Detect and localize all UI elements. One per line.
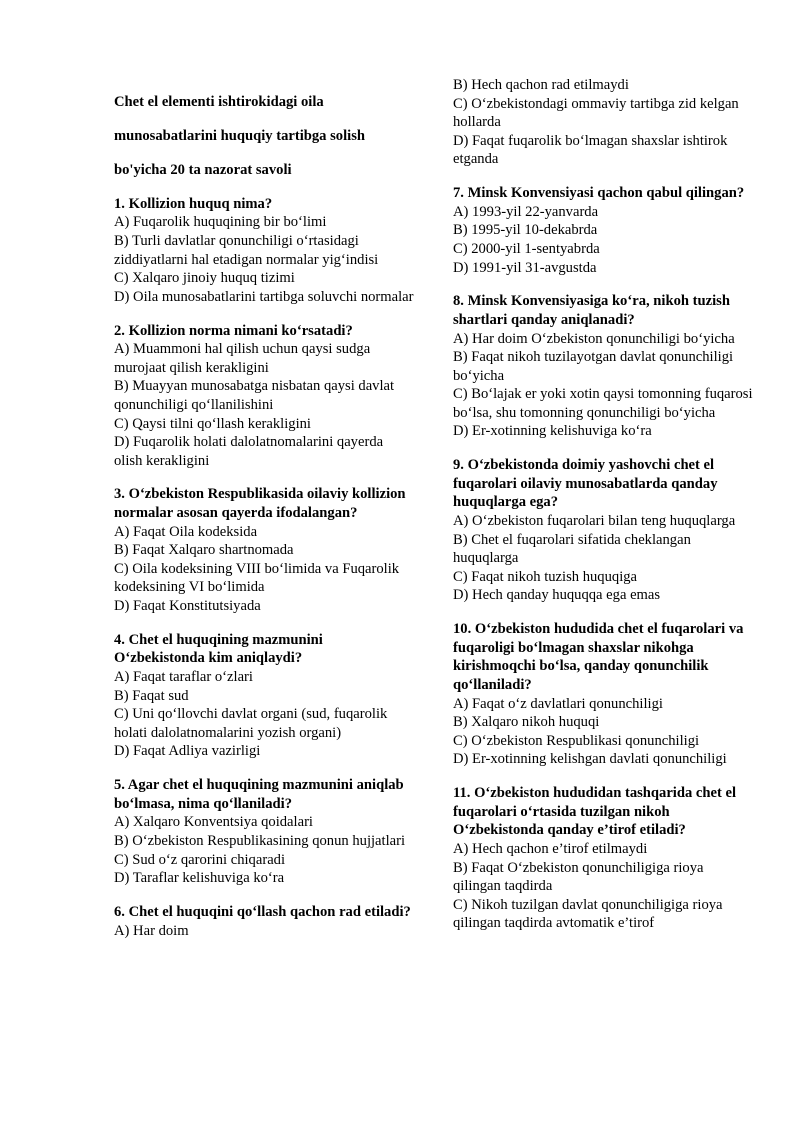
option-d: D) Oila munosabatlarini tartibga soluvchi normalar bbox=[114, 288, 414, 305]
option-c: C) Nikoh tuzilgan davlat qonunchiligiga rioya qilingan taqdirda avtomatik e’tirof bbox=[453, 896, 723, 932]
option-a: A) Xalqaro Konventsiya qoidalari bbox=[114, 814, 313, 831]
question-9 bbox=[453, 456, 753, 605]
question-11 bbox=[453, 784, 753, 933]
question-text: 1. Kollizion huquq nima? bbox=[114, 195, 273, 212]
left-column bbox=[114, 93, 414, 955]
option-b: B) Xalqaro nikoh huquqi bbox=[453, 714, 600, 731]
option-d: D) Taraflar kelishuviga ko‘ra bbox=[114, 870, 285, 887]
option-b: B) Chet el fuqarolari sifatida cheklangan huquqlarga bbox=[453, 531, 691, 567]
question-text: 7. Minsk Konvensiyasi qachon qabul qilingan? bbox=[453, 185, 745, 202]
option-a: A) Faqat Oila kodeksida bbox=[114, 523, 258, 540]
option-a: A) Muammoni hal qilish uchun qaysi sudga murojaat qilish kerakligini bbox=[114, 341, 371, 376]
question-text: 4. Chet el huquqining mazmunini O‘zbekistonda kim aniqlaydi? bbox=[114, 631, 323, 667]
option-b: B) Hech qachon rad etilmaydi bbox=[453, 77, 629, 93]
option-c: C) 2000-yil 1-sentyabrda bbox=[453, 240, 600, 257]
option-d: D) Faqat fuqarolik bo‘lmagan shaxslar ishtirok etganda bbox=[453, 132, 728, 168]
question-7 bbox=[453, 184, 753, 277]
question-text: 5. Agar chet el huquqining mazmunini aniqlab bo‘lmasa, nima qo‘llaniladi? bbox=[114, 777, 404, 812]
option-b: B) Turli davlatlar qonunchiligi o‘rtasidagi ziddiyatlarni hal etadigan normalar yig‘indisi bbox=[114, 232, 379, 268]
option-d: D) Faqat Konstitutsiyada bbox=[114, 598, 261, 615]
right-column bbox=[453, 76, 753, 948]
question-2 bbox=[114, 322, 414, 471]
option-d: D) Fuqarolik holati dalolatnomalarini qayerda olish kerakligini bbox=[114, 434, 384, 469]
question-text: 10. O‘zbekiston hududida chet el fuqarolari va fuqaroligi bo‘lmagan shaxslar nikohga kirishmoqchi bo‘lsa, qanday qonunchilik qo‘llaniladi? bbox=[453, 621, 744, 693]
option-c: C) O‘zbekiston Respublikasi qonunchiligi bbox=[453, 732, 700, 749]
option-d: D) Er-xotinning kelishuviga ko‘ra bbox=[453, 423, 652, 440]
option-a: A) Faqat o‘z davlatlari qonunchiligi bbox=[453, 695, 663, 712]
question-text: 3. O‘zbekiston Respublikasida oilaviy kollizion normalar asosan qayerda ifodalangan? bbox=[114, 486, 406, 522]
question-text: 6. Chet el huquqini qo‘llash qachon rad etiladi? bbox=[114, 903, 411, 920]
option-b: B) Faqat sud bbox=[114, 687, 189, 704]
question-text: 8. Minsk Konvensiyasiga ko‘ra, nikoh tuzish shartlari qanday aniqlanadi? bbox=[453, 293, 730, 328]
option-a: A) Har doim O‘zbekiston qonunchiligi bo‘yicha bbox=[453, 330, 735, 347]
question-1 bbox=[114, 195, 414, 307]
question-5 bbox=[114, 776, 414, 888]
option-a: A) Hech qachon e’tirof etilmaydi bbox=[453, 840, 648, 857]
option-a: A) Har doim bbox=[114, 922, 189, 939]
option-c: C) Oila kodeksining VIII bo‘limida va Fuqarolik kodeksining VI bo‘limida bbox=[114, 560, 400, 596]
option-a: A) 1993-yil 22-yanvarda bbox=[453, 203, 599, 220]
option-d: D) Er-xotinning kelishgan davlati qonunchiligi bbox=[453, 751, 727, 768]
option-c: C) Qaysi tilni qo‘llash kerakligini bbox=[114, 415, 311, 432]
option-b: B) Faqat O‘zbekiston qonunchiligiga rioya qilingan taqdirda bbox=[453, 859, 704, 895]
option-a: A) O‘zbekiston fuqarolari bilan teng huquqlarga bbox=[453, 513, 736, 530]
option-b: B) O‘zbekiston Respublikasining qonun hujjatlari bbox=[114, 832, 406, 849]
option-a: A) Faqat taraflar o‘zlari bbox=[114, 669, 253, 685]
title-line: Chet el elementi ishtirokidagi oila bbox=[114, 94, 324, 110]
option-a: A) Fuqarolik huquqining bir bo‘limi bbox=[114, 214, 327, 231]
option-b: B) Muayyan munosabatga nisbatan qaysi davlat qonunchiligi qo‘llanilishini bbox=[114, 378, 395, 413]
question-3 bbox=[114, 485, 414, 615]
question-6 bbox=[114, 903, 414, 940]
option-d: D) 1991-yil 31-avgustda bbox=[453, 259, 597, 276]
question-6-continued bbox=[453, 76, 753, 169]
option-c: C) Sud o‘z qarorini chiqaradi bbox=[114, 851, 286, 868]
question-text: 11. O‘zbekiston hududidan tashqarida chet el fuqarolari o‘rtasida tuzilgan nikoh O‘zbekistonda qanday e’tirof etiladi? bbox=[453, 785, 737, 839]
option-b: B) Faqat nikoh tuzilayotgan davlat qonunchiligi bo‘yicha bbox=[453, 349, 734, 384]
option-b: B) Faqat Xalqaro shartnomada bbox=[114, 542, 294, 559]
question-10 bbox=[453, 620, 753, 769]
option-c: C) Faqat nikoh tuzish huquqiga bbox=[453, 568, 638, 585]
title-line: munosabatlarini huquqiy tartibga solish bbox=[114, 128, 366, 145]
option-d: D) Hech qanday huquqqa ega emas bbox=[453, 587, 661, 604]
question-4 bbox=[114, 631, 414, 761]
title-line: bo'yicha 20 ta nazorat savoli bbox=[114, 162, 292, 179]
option-c: C) Bo‘lajak er yoki xotin qaysi tomonning fuqarosi bo‘lsa, shu tomonning qonunchiligi bo‘yicha bbox=[453, 386, 753, 421]
document-title bbox=[114, 93, 414, 180]
option-c: C) O‘zbekistondagi ommaviy tartibga zid kelgan hollarda bbox=[453, 95, 739, 131]
question-text: 2. Kollizion norma nimani ko‘rsatadi? bbox=[114, 322, 353, 339]
option-c: C) Uni qo‘llovchi davlat organi (sud, fuqarolik holati dalolatnomalarini yozish organi) bbox=[114, 706, 388, 741]
question-8 bbox=[453, 292, 753, 441]
option-d: D) Faqat Adliya vazirligi bbox=[114, 743, 261, 760]
option-b: B) 1995-yil 10-dekabrda bbox=[453, 222, 598, 239]
question-text: 9. O‘zbekistonda doimiy yashovchi chet el fuqarolari oilaviy munosabatlarda qanday huquqlarga ega? bbox=[453, 457, 718, 511]
option-c: C) Xalqaro jinoiy huquq tizimi bbox=[114, 270, 295, 287]
